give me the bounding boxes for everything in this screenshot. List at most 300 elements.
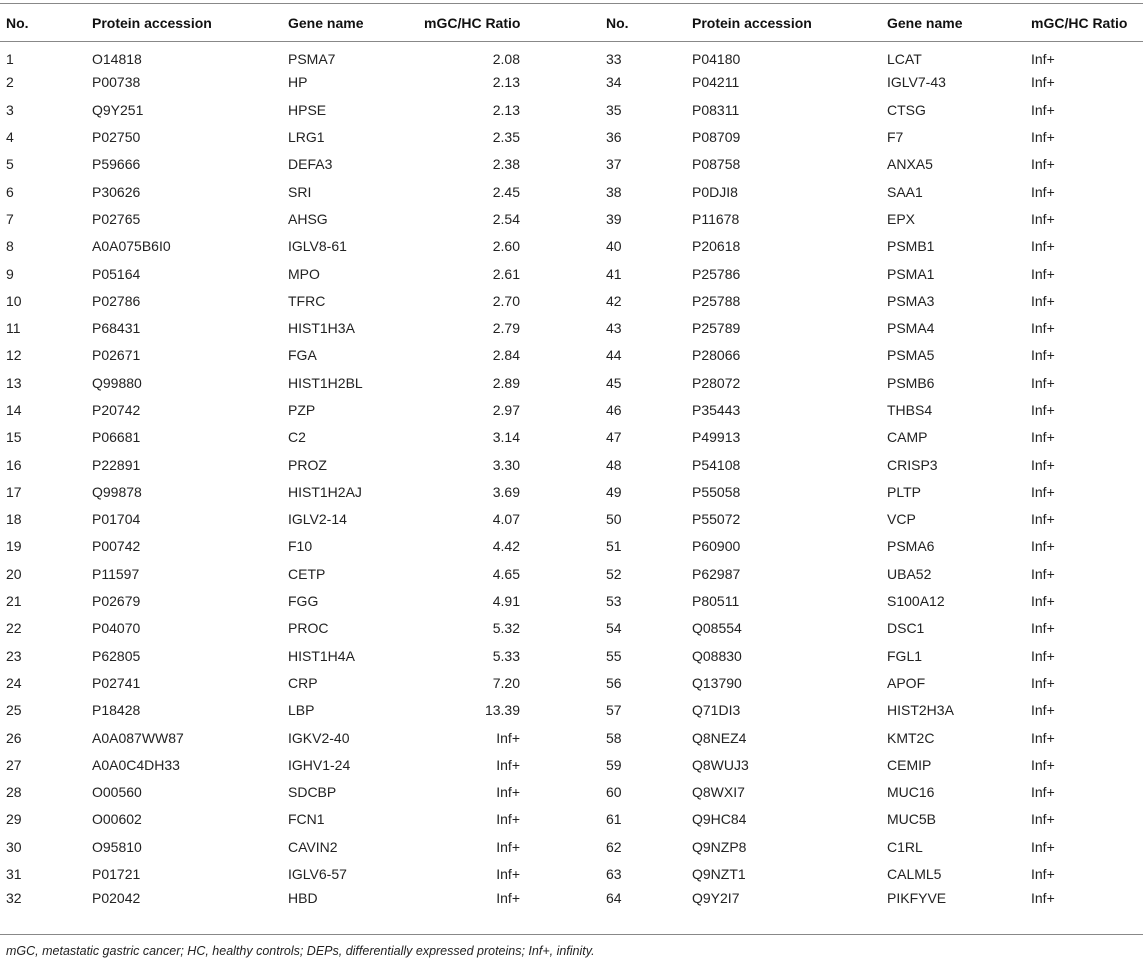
cell-no: 6 (6, 183, 14, 200)
cell-ratio: Inf+ (1031, 756, 1055, 773)
cell-protein-accession: P68431 (92, 320, 141, 337)
cell-protein-accession: P05164 (92, 265, 141, 282)
cell-gene-name: FGL1 (887, 647, 923, 664)
cell-ratio: 3.30 (492, 456, 520, 473)
cell-no: 63 (606, 866, 622, 883)
cell-ratio: Inf+ (1031, 729, 1055, 746)
cell-gene-name: HIST2H3A (887, 702, 954, 719)
cell-gene-name: MUC16 (887, 784, 935, 801)
cell-no: 8 (6, 238, 14, 255)
cell-ratio: 2.61 (492, 265, 520, 282)
cell-protein-accession: P25789 (692, 320, 741, 337)
table-row (0, 669, 1143, 696)
cell-ratio: 2.54 (492, 210, 520, 227)
cell-no: 33 (606, 51, 622, 68)
cell-ratio: Inf+ (1031, 811, 1055, 828)
cell-gene-name: PLTP (887, 483, 921, 500)
cell-gene-name: C1RL (887, 838, 923, 855)
cell-no: 35 (606, 101, 622, 118)
cell-no: 64 (606, 890, 622, 907)
cell-gene-name: SRI (288, 183, 312, 200)
cell-no: 14 (6, 402, 22, 418)
cell-ratio: Inf+ (496, 811, 520, 828)
cell-ratio: Inf+ (1031, 265, 1055, 282)
table-body (0, 42, 1143, 916)
cell-protein-accession: P18428 (92, 702, 141, 719)
cell-no: 21 (6, 593, 22, 610)
cell-ratio: Inf+ (1031, 890, 1055, 907)
cell-no: 55 (606, 647, 622, 664)
table-row (0, 560, 1143, 587)
cell-protein-accession: P00742 (92, 538, 141, 555)
table-row (0, 833, 1143, 860)
cell-no: 28 (6, 784, 22, 801)
table-row (0, 123, 1143, 150)
cell-no: 45 (606, 374, 622, 391)
table-row (0, 69, 1143, 96)
cell-ratio: Inf+ (1031, 620, 1055, 637)
cell-ratio: Inf+ (496, 866, 520, 883)
cell-gene-name: DSC1 (887, 620, 925, 637)
cell-ratio: 3.14 (492, 429, 520, 446)
cell-ratio: 5.32 (492, 620, 520, 637)
cell-ratio: Inf+ (1031, 702, 1055, 719)
table-row (0, 342, 1143, 369)
cell-protein-accession: Q9Y2I7 (692, 890, 740, 907)
cell-no: 2 (6, 74, 14, 91)
cell-ratio: Inf+ (1031, 374, 1055, 391)
cell-protein-accession: P01721 (92, 866, 141, 883)
header-gene-name: Gene name (282, 4, 418, 42)
header-gene-name: Gene name (881, 4, 1027, 42)
cell-ratio: Inf+ (1031, 538, 1055, 555)
cell-gene-name: LBP (288, 702, 315, 719)
table-row (0, 888, 1143, 915)
cell-ratio: Inf+ (496, 756, 520, 773)
cell-ratio: 2.84 (492, 347, 520, 364)
cell-gene-name: HP (288, 74, 308, 91)
cell-gene-name: SDCBP (288, 784, 337, 801)
cell-protein-accession: P02679 (92, 593, 141, 610)
cell-ratio: Inf+ (1031, 483, 1055, 500)
cell-protein-accession: P04180 (692, 51, 741, 68)
table-row (0, 779, 1143, 806)
cell-protein-accession: P54108 (692, 456, 741, 473)
cell-gene-name: IGLV8-61 (288, 238, 347, 255)
table-row (0, 260, 1143, 287)
cell-gene-name: PSMA5 (887, 347, 935, 364)
cell-ratio: 2.08 (492, 51, 520, 68)
cell-no: 50 (606, 511, 622, 528)
cell-no: 42 (606, 292, 622, 309)
cell-gene-name: PSMB1 (887, 238, 935, 255)
cell-ratio: 2.89 (492, 374, 520, 391)
cell-protein-accession: Q8WXI7 (692, 784, 745, 801)
cell-protein-accession: P02042 (92, 890, 141, 907)
cell-protein-accession: P02671 (92, 347, 141, 364)
cell-no: 37 (606, 156, 622, 173)
cell-no: 9 (6, 265, 14, 282)
cell-protein-accession: P60900 (692, 538, 741, 555)
footer-rule (0, 934, 1143, 935)
cell-gene-name: S100A12 (887, 593, 945, 610)
cell-protein-accession: A0A0C4DH33 (92, 756, 180, 773)
cell-ratio: Inf+ (1031, 320, 1055, 337)
cell-gene-name: FGG (288, 593, 319, 610)
cell-no: 22 (6, 620, 22, 637)
table-row (0, 451, 1143, 478)
cell-ratio: Inf+ (1031, 674, 1055, 691)
cell-ratio: Inf+ (1031, 511, 1055, 528)
cell-protein-accession: P11678 (692, 210, 740, 227)
cell-no: 23 (6, 647, 22, 664)
cell-protein-accession: P20742 (92, 402, 141, 418)
cell-no: 25 (6, 702, 22, 719)
cell-gene-name: PSMA1 (887, 265, 935, 282)
cell-ratio: 2.35 (492, 129, 520, 146)
cell-ratio: 2.13 (492, 74, 520, 91)
cell-no: 29 (6, 811, 22, 828)
cell-gene-name: TFRC (288, 292, 326, 309)
cell-gene-name: PSMA7 (288, 51, 336, 68)
cell-gene-name: FCN1 (288, 811, 325, 828)
cell-gene-name: PROC (288, 620, 329, 637)
cell-no: 11 (6, 320, 21, 337)
cell-no: 31 (6, 866, 22, 883)
cell-ratio: Inf+ (1031, 238, 1055, 255)
cell-protein-accession: P04070 (92, 620, 141, 637)
cell-gene-name: DEFA3 (288, 156, 333, 173)
cell-ratio: 4.91 (492, 593, 520, 610)
table-row (0, 587, 1143, 614)
cell-protein-accession: O00602 (92, 811, 142, 828)
cell-protein-accession: P0DJI8 (692, 183, 738, 200)
cell-ratio: 4.42 (492, 538, 520, 555)
cell-protein-accession: Q9Y251 (92, 101, 144, 118)
cell-protein-accession: P62805 (92, 647, 141, 664)
table-row (0, 314, 1143, 341)
table-row (0, 642, 1143, 669)
cell-gene-name: PSMA3 (887, 292, 935, 309)
cell-protein-accession: P49913 (692, 429, 741, 446)
cell-no: 7 (6, 210, 14, 227)
cell-ratio: Inf+ (1031, 101, 1055, 118)
cell-protein-accession: Q99880 (92, 374, 142, 391)
cell-gene-name: APOF (887, 674, 926, 691)
table-row (0, 233, 1143, 260)
cell-ratio: Inf+ (1031, 429, 1055, 446)
cell-protein-accession: Q13790 (692, 674, 742, 691)
cell-gene-name: PSMA6 (887, 538, 935, 555)
cell-no: 61 (606, 811, 622, 828)
cell-ratio: Inf+ (1031, 838, 1055, 855)
table-row (0, 751, 1143, 778)
cell-no: 43 (606, 320, 622, 337)
cell-no: 26 (6, 729, 22, 746)
cell-gene-name: CETP (288, 565, 326, 582)
cell-gene-name: CAVIN2 (288, 838, 338, 855)
cell-ratio: Inf+ (1031, 866, 1055, 883)
cell-no: 18 (6, 511, 22, 528)
cell-no: 20 (6, 565, 22, 582)
cell-protein-accession: Q08554 (692, 620, 742, 637)
cell-gene-name: LRG1 (288, 129, 325, 146)
cell-protein-accession: P28066 (692, 347, 741, 364)
cell-gene-name: HIST1H2AJ (288, 483, 362, 500)
table-row (0, 860, 1143, 887)
cell-protein-accession: O14818 (92, 51, 142, 68)
cell-gene-name: SAA1 (887, 183, 923, 200)
cell-ratio: Inf+ (1031, 51, 1055, 68)
cell-protein-accession: P55072 (692, 511, 741, 528)
cell-gene-name: F10 (288, 538, 313, 555)
cell-no: 38 (606, 183, 622, 200)
cell-protein-accession: P08709 (692, 129, 741, 146)
cell-no: 49 (606, 483, 622, 500)
cell-ratio: Inf+ (1031, 647, 1055, 664)
cell-gene-name: ANXA5 (887, 156, 933, 173)
cell-gene-name: THBS4 (887, 402, 933, 418)
cell-gene-name: HIST1H3A (288, 320, 355, 337)
header-no: No. (600, 4, 686, 42)
cell-no: 5 (6, 156, 14, 173)
table-row (0, 205, 1143, 232)
cell-ratio: Inf+ (1031, 593, 1055, 610)
header-protein-accession: Protein accession (86, 4, 282, 42)
cell-no: 59 (606, 756, 622, 773)
cell-no: 12 (6, 347, 22, 364)
table-row (0, 96, 1143, 123)
cell-gene-name: PIKFYVE (887, 890, 947, 907)
cell-ratio: Inf+ (496, 784, 520, 801)
cell-protein-accession: P08758 (692, 156, 741, 173)
cell-no: 13 (6, 374, 22, 391)
cell-ratio: Inf+ (496, 890, 520, 907)
cell-gene-name: HIST1H4A (288, 647, 355, 664)
cell-ratio: 2.38 (492, 156, 520, 173)
cell-ratio: Inf+ (496, 729, 520, 746)
cell-ratio: Inf+ (1031, 402, 1055, 418)
cell-no: 52 (606, 565, 622, 582)
cell-ratio: 2.45 (492, 183, 520, 200)
cell-no: 56 (606, 674, 622, 691)
cell-ratio: Inf+ (1031, 156, 1055, 173)
cell-ratio: Inf+ (1031, 210, 1055, 227)
cell-ratio: Inf+ (496, 838, 520, 855)
cell-protein-accession: P25786 (692, 265, 741, 282)
cell-ratio: Inf+ (1031, 292, 1055, 309)
cell-no: 1 (6, 51, 14, 68)
cell-ratio: 2.60 (492, 238, 520, 255)
cell-protein-accession: Q99878 (92, 483, 142, 500)
cell-gene-name: F7 (887, 129, 904, 146)
table-row (0, 369, 1143, 396)
header-no: No. (0, 4, 86, 42)
cell-ratio: Inf+ (1031, 784, 1055, 801)
cell-gene-name: CEMIP (887, 756, 932, 773)
cell-protein-accession: P28072 (692, 374, 741, 391)
table-row (0, 178, 1143, 205)
cell-gene-name: PZP (288, 402, 316, 418)
table-row (0, 424, 1143, 451)
table-row (0, 287, 1143, 314)
cell-protein-accession: P08311 (692, 101, 740, 118)
cell-protein-accession: Q71DI3 (692, 702, 741, 719)
cell-protein-accession: P80511 (692, 593, 740, 610)
cell-gene-name: HBD (288, 890, 318, 907)
cell-ratio: 4.07 (492, 511, 520, 528)
cell-protein-accession: P04211 (692, 74, 740, 91)
cell-gene-name: IGLV2-14 (288, 511, 347, 528)
cell-gene-name: CRISP3 (887, 456, 938, 473)
cell-no: 54 (606, 620, 622, 637)
cell-no: 32 (6, 890, 22, 907)
cell-gene-name: PROZ (288, 456, 327, 473)
cell-ratio: 2.70 (492, 292, 520, 309)
table-row (0, 615, 1143, 642)
cell-no: 30 (6, 838, 22, 855)
cell-ratio: 5.33 (492, 647, 520, 664)
cell-protein-accession: P06681 (92, 429, 141, 446)
cell-ratio: Inf+ (1031, 565, 1055, 582)
table-row (0, 478, 1143, 505)
cell-protein-accession: P11597 (92, 565, 140, 582)
cell-no: 34 (606, 74, 622, 91)
cell-gene-name: HPSE (288, 101, 327, 118)
cell-gene-name: VCP (887, 511, 916, 528)
cell-ratio: Inf+ (1031, 347, 1055, 364)
cell-no: 27 (6, 756, 22, 773)
cell-protein-accession: Q8WUJ3 (692, 756, 749, 773)
cell-protein-accession: P02750 (92, 129, 141, 146)
cell-gene-name: IGHV1-24 (288, 756, 351, 773)
cell-gene-name: PSMA4 (887, 320, 935, 337)
cell-no: 60 (606, 784, 622, 801)
cell-protein-accession: Q9NZP8 (692, 838, 747, 855)
cell-no: 51 (606, 538, 622, 555)
cell-ratio: Inf+ (1031, 183, 1055, 200)
cell-protein-accession: P62987 (692, 565, 741, 582)
header-row (0, 4, 1143, 42)
table-row (0, 506, 1143, 533)
cell-gene-name: IGLV7-43 (887, 74, 946, 91)
cell-protein-accession: P02786 (92, 292, 141, 309)
cell-no: 62 (606, 838, 622, 855)
table-row (0, 697, 1143, 724)
cell-protein-accession: O95810 (92, 838, 142, 855)
table-footnote: mGC, metastatic gastric cancer; HC, healthy controls; DEPs, differentially expressed proteins; Inf+, infinity. (6, 944, 595, 958)
protein-table (0, 3, 1143, 915)
cell-protein-accession: Q9HC84 (692, 811, 747, 828)
cell-protein-accession: O00560 (92, 784, 142, 801)
cell-protein-accession: A0A075B6I0 (92, 238, 171, 255)
header-ratio: mGC/HC Ratio (1027, 4, 1143, 42)
cell-protein-accession: Q9NZT1 (692, 866, 746, 883)
table-row (0, 42, 1143, 69)
table-row (0, 151, 1143, 178)
cell-no: 24 (6, 674, 22, 691)
cell-ratio: 2.79 (492, 320, 520, 337)
cell-no: 16 (6, 456, 22, 473)
cell-no: 47 (606, 429, 622, 446)
cell-protein-accession: P35443 (692, 402, 741, 418)
cell-protein-accession: Q08830 (692, 647, 742, 664)
cell-protein-accession: Q8NEZ4 (692, 729, 747, 746)
table-row (0, 806, 1143, 833)
cell-ratio: 2.97 (492, 402, 520, 418)
table-row (0, 724, 1143, 751)
cell-protein-accession: P25788 (692, 292, 741, 309)
cell-ratio: 4.65 (492, 565, 520, 582)
cell-gene-name: UBA52 (887, 565, 932, 582)
cell-no: 57 (606, 702, 622, 719)
cell-no: 41 (606, 265, 622, 282)
cell-ratio: 2.13 (492, 101, 520, 118)
cell-gene-name: FGA (288, 347, 317, 364)
table-row (0, 396, 1143, 423)
cell-ratio: 7.20 (492, 674, 520, 691)
cell-protein-accession: P01704 (92, 511, 141, 528)
cell-protein-accession: P20618 (692, 238, 741, 255)
cell-no: 15 (6, 429, 22, 446)
cell-gene-name: AHSG (288, 210, 328, 227)
cell-no: 58 (606, 729, 622, 746)
cell-gene-name: KMT2C (887, 729, 935, 746)
cell-protein-accession: P22891 (92, 456, 141, 473)
cell-ratio: Inf+ (1031, 456, 1055, 473)
cell-gene-name: PSMB6 (887, 374, 935, 391)
cell-gene-name: LCAT (887, 51, 922, 68)
header-ratio: mGC/HC Ratio (418, 4, 600, 42)
table-row (0, 533, 1143, 560)
cell-gene-name: IGLV6-57 (288, 866, 347, 883)
cell-protein-accession: P55058 (692, 483, 741, 500)
cell-ratio: Inf+ (1031, 74, 1055, 91)
cell-gene-name: MPO (288, 265, 320, 282)
cell-no: 17 (6, 483, 22, 500)
cell-ratio: 13.39 (484, 702, 520, 719)
cell-gene-name: CTSG (887, 101, 926, 118)
cell-no: 53 (606, 593, 622, 610)
cell-gene-name: EPX (887, 210, 916, 227)
cell-no: 19 (6, 538, 22, 555)
cell-no: 44 (606, 347, 622, 364)
cell-gene-name: CRP (288, 674, 318, 691)
cell-gene-name: MUC5B (887, 811, 937, 828)
cell-no: 48 (606, 456, 622, 473)
cell-no: 10 (6, 292, 22, 309)
cell-protein-accession: P59666 (92, 156, 141, 173)
cell-protein-accession: P02765 (92, 210, 141, 227)
cell-no: 3 (6, 101, 14, 118)
cell-gene-name: CAMP (887, 429, 928, 446)
cell-no: 46 (606, 402, 622, 418)
cell-gene-name: C2 (288, 429, 306, 446)
cell-no: 4 (6, 129, 14, 146)
cell-protein-accession: P02741 (92, 674, 141, 691)
cell-no: 40 (606, 238, 622, 255)
cell-ratio: 3.69 (492, 483, 520, 500)
cell-gene-name: IGKV2-40 (288, 729, 350, 746)
cell-ratio: Inf+ (1031, 129, 1055, 146)
cell-no: 36 (606, 129, 622, 146)
header-protein-accession: Protein accession (686, 4, 881, 42)
cell-no: 39 (606, 210, 622, 227)
cell-gene-name: HIST1H2BL (288, 374, 363, 391)
cell-protein-accession: A0A087WW87 (92, 729, 184, 746)
cell-protein-accession: P30626 (92, 183, 141, 200)
cell-gene-name: CALML5 (887, 866, 942, 883)
